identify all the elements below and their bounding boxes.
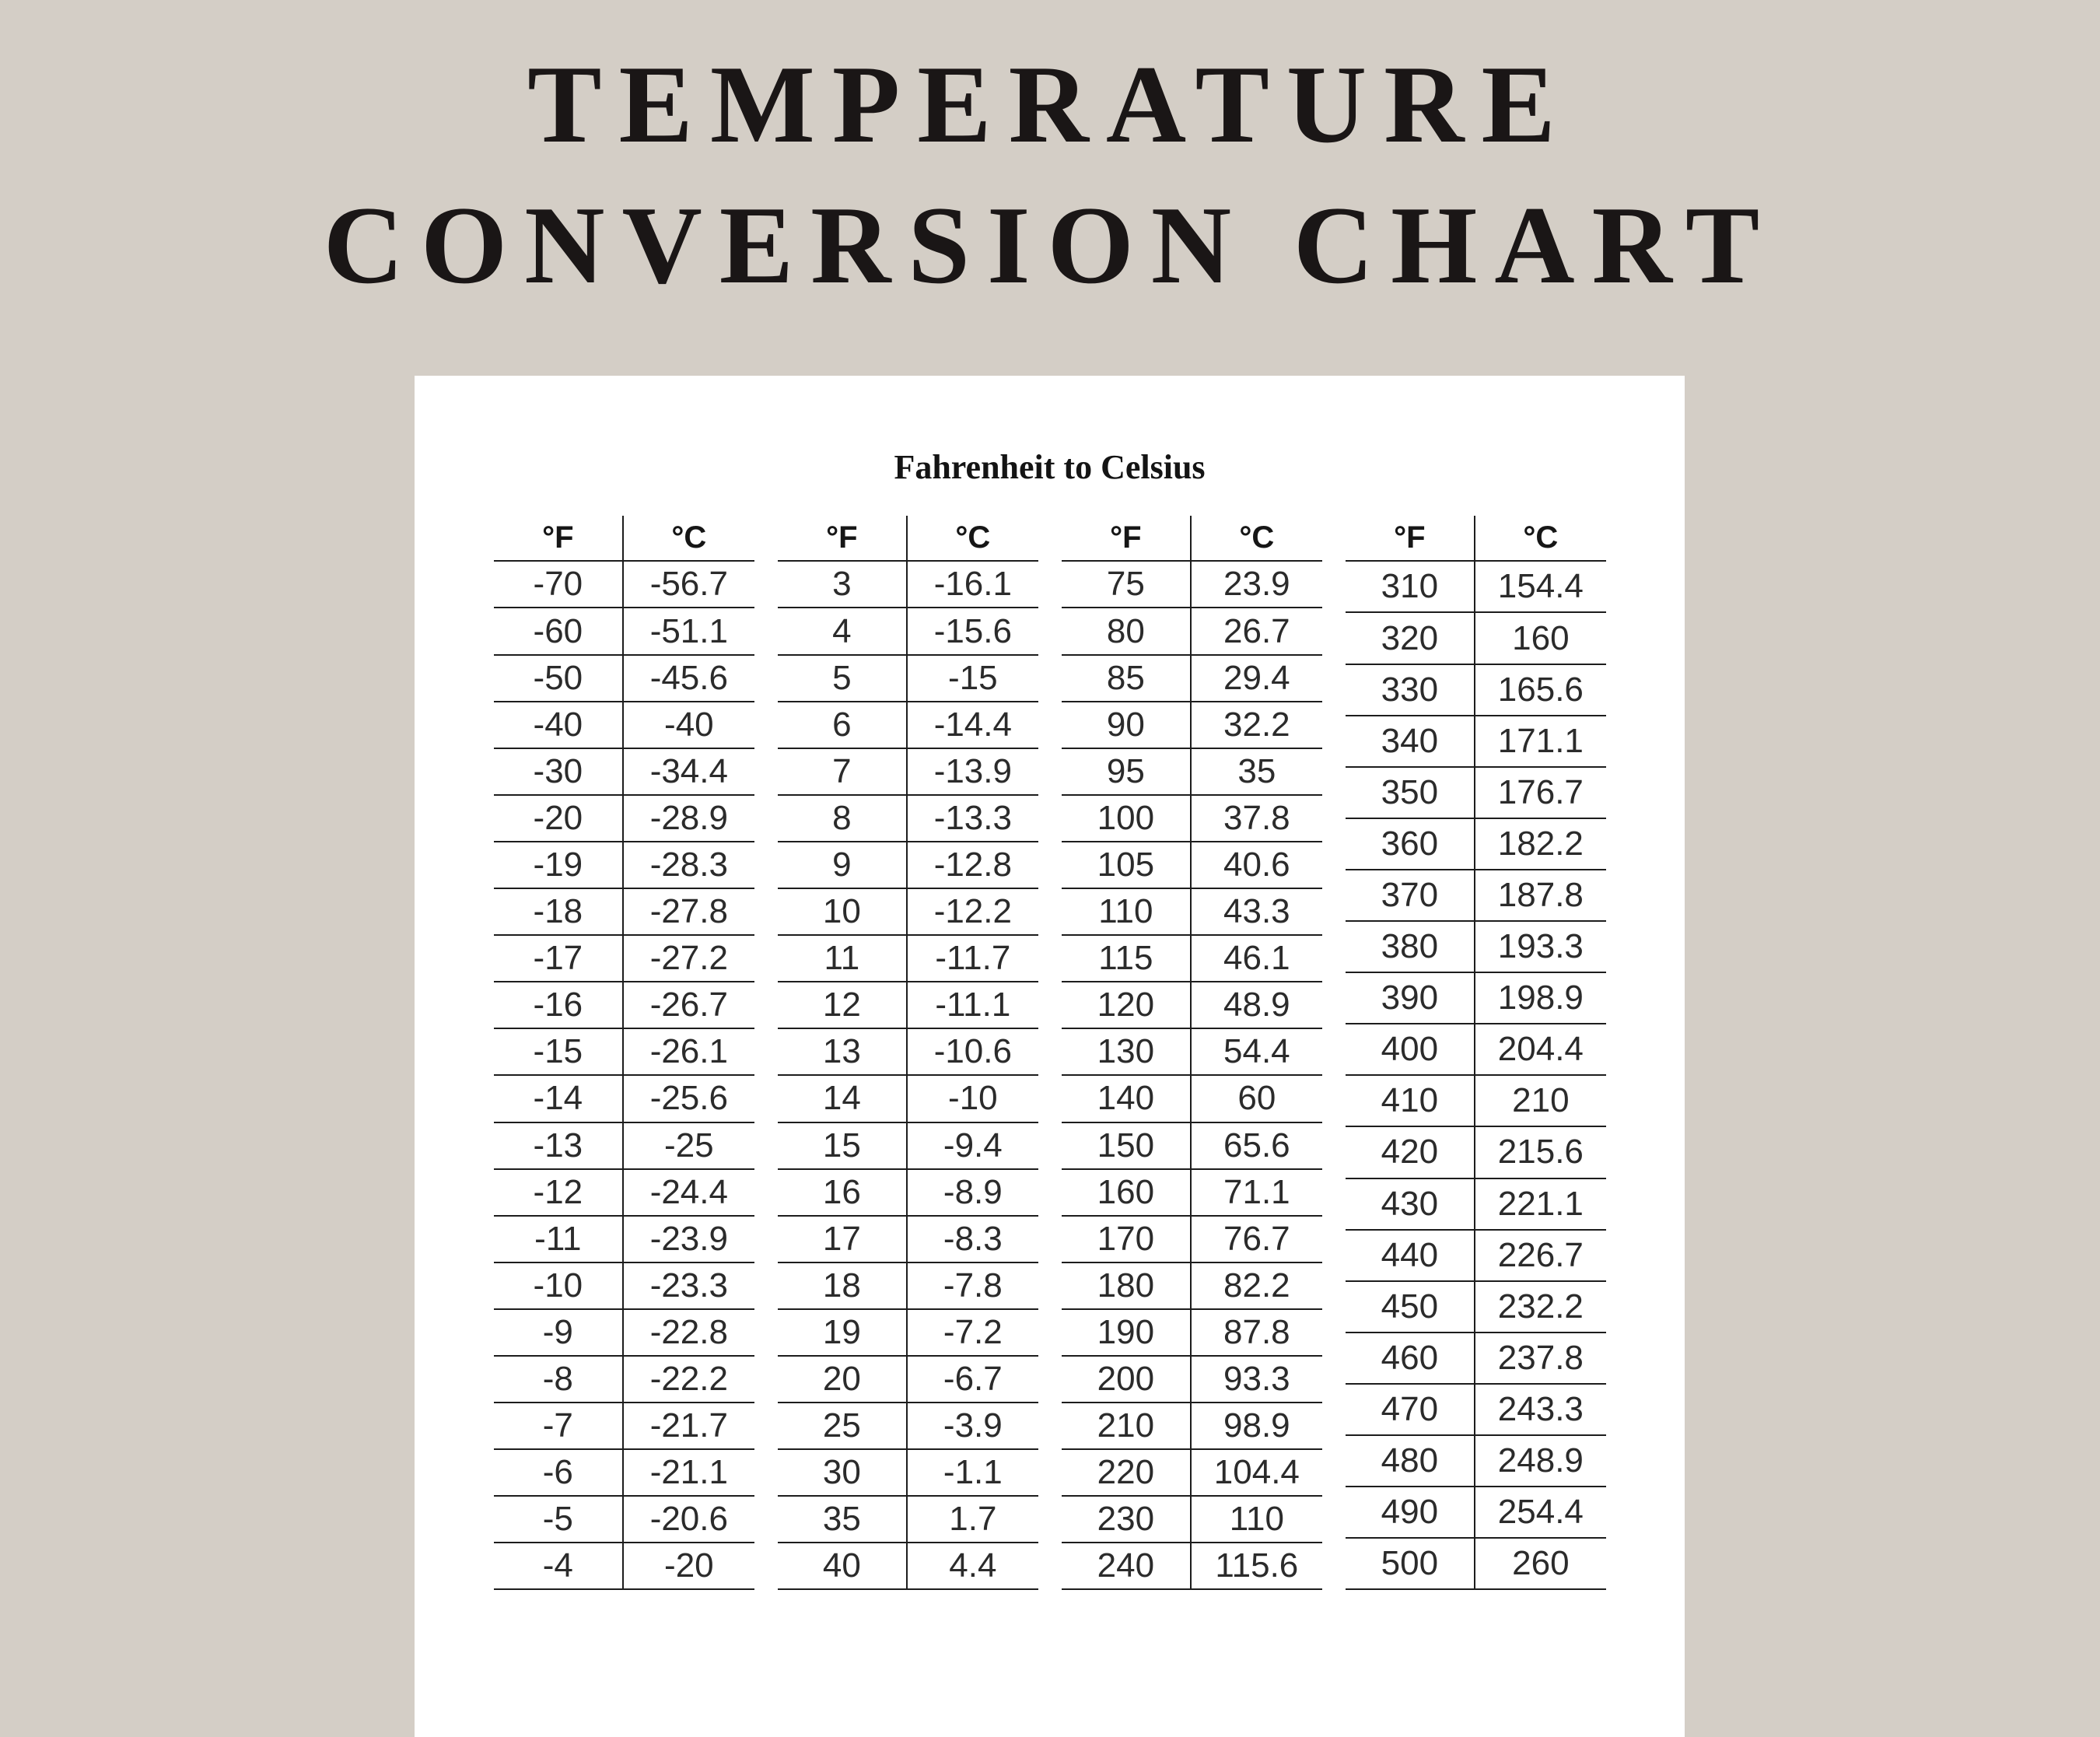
fahrenheit-cell: 19 — [778, 1310, 908, 1357]
celsius-cell: -24.4 — [624, 1170, 754, 1217]
table-row — [1346, 1179, 1606, 1231]
fahrenheit-cell: -50 — [494, 656, 624, 702]
table-row — [1346, 768, 1606, 819]
fahrenheit-cell: 310 — [1346, 562, 1475, 613]
fahrenheit-cell: 340 — [1346, 716, 1475, 768]
table-row — [494, 1263, 754, 1310]
fahrenheit-cell: 170 — [1062, 1217, 1192, 1263]
celsius-cell: 198.9 — [1475, 973, 1606, 1024]
title-line-2: CONVERSION CHART — [323, 184, 1777, 306]
table-row — [778, 889, 1038, 936]
fahrenheit-cell: 20 — [778, 1357, 908, 1403]
fahrenheit-cell: 35 — [778, 1497, 908, 1543]
celsius-cell: 40.6 — [1192, 842, 1322, 889]
fahrenheit-cell: 480 — [1346, 1436, 1475, 1487]
fahrenheit-cell: 105 — [1062, 842, 1192, 889]
celsius-cell: 60 — [1192, 1076, 1322, 1122]
table-row — [778, 842, 1038, 889]
celsius-cell: -22.2 — [624, 1357, 754, 1403]
fahrenheit-cell: -20 — [494, 796, 624, 842]
celsius-cell: 260 — [1475, 1539, 1606, 1590]
celsius-cell: 87.8 — [1192, 1310, 1322, 1357]
table-row — [1062, 889, 1322, 936]
table-row — [1062, 1543, 1322, 1590]
fahrenheit-cell: -10 — [494, 1263, 624, 1310]
celsius-cell: 210 — [1475, 1076, 1606, 1127]
table-row — [494, 1217, 754, 1263]
fahrenheit-cell: 40 — [778, 1543, 908, 1590]
table-row — [778, 1123, 1038, 1170]
celsius-cell: -8.9 — [908, 1170, 1038, 1217]
fahrenheit-cell: 370 — [1346, 870, 1475, 922]
header-fahrenheit: °F — [1062, 516, 1192, 562]
celsius-cell: -23.3 — [624, 1263, 754, 1310]
celsius-cell: -6.7 — [908, 1357, 1038, 1403]
celsius-cell: -14.4 — [908, 702, 1038, 749]
celsius-cell: 76.7 — [1192, 1217, 1322, 1263]
celsius-cell: -16.1 — [908, 562, 1038, 608]
fahrenheit-cell: 30 — [778, 1450, 908, 1497]
table-row — [1346, 1231, 1606, 1282]
celsius-cell: 93.3 — [1192, 1357, 1322, 1403]
celsius-cell: -25.6 — [624, 1076, 754, 1122]
table-row — [778, 702, 1038, 749]
table-row — [1346, 1282, 1606, 1333]
header-celsius: °C — [624, 516, 754, 562]
table-row — [1062, 1123, 1322, 1170]
celsius-cell: 26.7 — [1192, 608, 1322, 655]
table-row — [778, 1310, 1038, 1357]
table-row — [1062, 608, 1322, 655]
fahrenheit-cell: 450 — [1346, 1282, 1475, 1333]
table-row — [1346, 973, 1606, 1024]
celsius-cell: 182.2 — [1475, 819, 1606, 870]
table-row — [1346, 1436, 1606, 1487]
celsius-cell: 204.4 — [1475, 1024, 1606, 1076]
header-celsius: °C — [908, 516, 1038, 562]
celsius-cell: 237.8 — [1475, 1333, 1606, 1385]
header-fahrenheit: °F — [1346, 516, 1475, 562]
celsius-cell: -51.1 — [624, 608, 754, 655]
table-row — [1346, 1076, 1606, 1127]
fahrenheit-cell: 200 — [1062, 1357, 1192, 1403]
celsius-cell: -11.1 — [908, 982, 1038, 1029]
fahrenheit-cell: 75 — [1062, 562, 1192, 608]
fahrenheit-cell: 18 — [778, 1263, 908, 1310]
table-row — [494, 608, 754, 655]
fahrenheit-cell: -5 — [494, 1497, 624, 1543]
celsius-cell: -15 — [908, 656, 1038, 702]
celsius-cell: -27.2 — [624, 936, 754, 982]
celsius-cell: -22.8 — [624, 1310, 754, 1357]
fahrenheit-cell: 10 — [778, 889, 908, 936]
fahrenheit-cell: 16 — [778, 1170, 908, 1217]
celsius-cell: 48.9 — [1192, 982, 1322, 1029]
table-row — [1346, 1024, 1606, 1076]
celsius-cell: -13.3 — [908, 796, 1038, 842]
fahrenheit-cell: 440 — [1346, 1231, 1475, 1282]
table-row — [1062, 936, 1322, 982]
table-row — [778, 1543, 1038, 1590]
table-row — [778, 1217, 1038, 1263]
celsius-cell: -28.3 — [624, 842, 754, 889]
fahrenheit-cell: 210 — [1062, 1403, 1192, 1450]
table-row — [494, 842, 754, 889]
fahrenheit-cell: 360 — [1346, 819, 1475, 870]
table-row — [1346, 1127, 1606, 1178]
table-row — [1346, 562, 1606, 613]
fahrenheit-cell: 390 — [1346, 973, 1475, 1024]
table-row — [1346, 1333, 1606, 1385]
header-row — [1346, 516, 1606, 562]
celsius-cell: -45.6 — [624, 656, 754, 702]
table-row — [1062, 982, 1322, 1029]
table-row — [1062, 796, 1322, 842]
fahrenheit-cell: -19 — [494, 842, 624, 889]
celsius-cell: 215.6 — [1475, 1127, 1606, 1178]
header-row — [778, 516, 1038, 562]
table-row — [1062, 1497, 1322, 1543]
celsius-cell: -10.6 — [908, 1029, 1038, 1076]
table-row — [1062, 656, 1322, 702]
celsius-cell: 98.9 — [1192, 1403, 1322, 1450]
celsius-cell: 221.1 — [1475, 1179, 1606, 1231]
conversion-tables — [494, 516, 1606, 1590]
header-celsius: °C — [1192, 516, 1322, 562]
fahrenheit-cell: -13 — [494, 1123, 624, 1170]
fahrenheit-cell: 90 — [1062, 702, 1192, 749]
fahrenheit-cell: 410 — [1346, 1076, 1475, 1127]
fahrenheit-cell: 3 — [778, 562, 908, 608]
table-row — [1062, 1076, 1322, 1122]
fahrenheit-cell: -11 — [494, 1217, 624, 1263]
celsius-cell: 110 — [1192, 1497, 1322, 1543]
fahrenheit-cell: -18 — [494, 889, 624, 936]
celsius-cell: 232.2 — [1475, 1282, 1606, 1333]
celsius-cell: -23.9 — [624, 1217, 754, 1263]
table-row — [1346, 665, 1606, 716]
fahrenheit-cell: 115 — [1062, 936, 1192, 982]
celsius-cell: 32.2 — [1192, 702, 1322, 749]
fahrenheit-cell: 220 — [1062, 1450, 1192, 1497]
table-row — [494, 749, 754, 796]
header-row — [494, 516, 754, 562]
table-row — [1346, 1385, 1606, 1436]
table-row — [494, 1450, 754, 1497]
fahrenheit-cell: 85 — [1062, 656, 1192, 702]
celsius-cell: 243.3 — [1475, 1385, 1606, 1436]
fahrenheit-cell: 230 — [1062, 1497, 1192, 1543]
title-line-1: TEMPERATURE — [527, 43, 1573, 166]
table-row — [494, 1029, 754, 1076]
celsius-cell: 165.6 — [1475, 665, 1606, 716]
fahrenheit-cell: 190 — [1062, 1310, 1192, 1357]
table-row — [778, 1450, 1038, 1497]
table-row — [1062, 1357, 1322, 1403]
celsius-cell: 176.7 — [1475, 768, 1606, 819]
table-row — [778, 1076, 1038, 1122]
celsius-cell: 43.3 — [1192, 889, 1322, 936]
fahrenheit-cell: -30 — [494, 749, 624, 796]
fahrenheit-cell: 490 — [1346, 1487, 1475, 1539]
fahrenheit-cell: 180 — [1062, 1263, 1192, 1310]
fahrenheit-cell: -60 — [494, 608, 624, 655]
celsius-cell: 37.8 — [1192, 796, 1322, 842]
fahrenheit-cell: 140 — [1062, 1076, 1192, 1122]
celsius-cell: -20.6 — [624, 1497, 754, 1543]
table-row — [494, 1310, 754, 1357]
table-row — [494, 1357, 754, 1403]
table-row — [1062, 1310, 1322, 1357]
table-row — [494, 1076, 754, 1122]
table-row — [778, 1497, 1038, 1543]
table-row — [1346, 613, 1606, 664]
fahrenheit-cell: 14 — [778, 1076, 908, 1122]
celsius-cell: 35 — [1192, 749, 1322, 796]
celsius-cell: 82.2 — [1192, 1263, 1322, 1310]
table-row — [1346, 922, 1606, 973]
table-row — [1346, 1487, 1606, 1539]
celsius-cell: -34.4 — [624, 749, 754, 796]
celsius-cell: 171.1 — [1475, 716, 1606, 768]
celsius-cell: -26.1 — [624, 1029, 754, 1076]
celsius-cell: -8.3 — [908, 1217, 1038, 1263]
table-row — [494, 562, 754, 608]
fahrenheit-cell: 120 — [1062, 982, 1192, 1029]
table-row — [494, 656, 754, 702]
table-row — [1062, 1403, 1322, 1450]
table-heading: Fahrenheit to Celsius — [894, 448, 1206, 486]
conversion-table — [1346, 516, 1606, 1590]
table-row — [778, 608, 1038, 655]
table-row — [494, 936, 754, 982]
celsius-cell: 46.1 — [1192, 936, 1322, 982]
table-row — [494, 1170, 754, 1217]
fahrenheit-cell: 11 — [778, 936, 908, 982]
fahrenheit-cell: -16 — [494, 982, 624, 1029]
header-row — [1062, 516, 1322, 562]
celsius-cell: 104.4 — [1192, 1450, 1322, 1497]
celsius-cell: -21.7 — [624, 1403, 754, 1450]
celsius-cell: 29.4 — [1192, 656, 1322, 702]
celsius-cell: -7.2 — [908, 1310, 1038, 1357]
celsius-cell: -15.6 — [908, 608, 1038, 655]
celsius-cell: -9.4 — [908, 1123, 1038, 1170]
celsius-cell: -56.7 — [624, 562, 754, 608]
celsius-cell: 115.6 — [1192, 1543, 1322, 1590]
celsius-cell: 226.7 — [1475, 1231, 1606, 1282]
fahrenheit-cell: 160 — [1062, 1170, 1192, 1217]
celsius-cell: -21.1 — [624, 1450, 754, 1497]
fahrenheit-cell: 12 — [778, 982, 908, 1029]
table-row — [494, 982, 754, 1029]
fahrenheit-cell: -4 — [494, 1543, 624, 1590]
table-row — [1062, 749, 1322, 796]
page-title — [0, 34, 2100, 316]
fahrenheit-cell: 95 — [1062, 749, 1192, 796]
celsius-cell: -1.1 — [908, 1450, 1038, 1497]
fahrenheit-cell: 9 — [778, 842, 908, 889]
table-row — [778, 1029, 1038, 1076]
fahrenheit-cell: -8 — [494, 1357, 624, 1403]
fahrenheit-cell: 500 — [1346, 1539, 1475, 1590]
chart-page — [415, 376, 1685, 1737]
header-fahrenheit: °F — [778, 516, 908, 562]
celsius-cell: -12.8 — [908, 842, 1038, 889]
fahrenheit-cell: 100 — [1062, 796, 1192, 842]
table-row — [494, 1497, 754, 1543]
table-row — [1346, 870, 1606, 922]
fahrenheit-cell: 430 — [1346, 1179, 1475, 1231]
celsius-cell: -25 — [624, 1123, 754, 1170]
fahrenheit-cell: 6 — [778, 702, 908, 749]
fahrenheit-cell: -40 — [494, 702, 624, 749]
table-row — [1062, 1029, 1322, 1076]
fahrenheit-cell: -15 — [494, 1029, 624, 1076]
conversion-table — [1062, 516, 1322, 1590]
celsius-cell: 71.1 — [1192, 1170, 1322, 1217]
table-row — [778, 656, 1038, 702]
table-row — [494, 702, 754, 749]
fahrenheit-cell: -9 — [494, 1310, 624, 1357]
fahrenheit-cell: 380 — [1346, 922, 1475, 973]
fahrenheit-cell: 17 — [778, 1217, 908, 1263]
fahrenheit-cell: 130 — [1062, 1029, 1192, 1076]
table-row — [1346, 819, 1606, 870]
fahrenheit-cell: 460 — [1346, 1333, 1475, 1385]
fahrenheit-cell: -7 — [494, 1403, 624, 1450]
table-row — [1062, 702, 1322, 749]
celsius-cell: -10 — [908, 1076, 1038, 1122]
fahrenheit-cell: 320 — [1346, 613, 1475, 664]
fahrenheit-cell: 7 — [778, 749, 908, 796]
table-row — [778, 982, 1038, 1029]
celsius-cell: 54.4 — [1192, 1029, 1322, 1076]
table-row — [778, 1263, 1038, 1310]
fahrenheit-cell: 8 — [778, 796, 908, 842]
table-row — [778, 796, 1038, 842]
header-celsius: °C — [1475, 516, 1606, 562]
table-row — [1062, 1263, 1322, 1310]
celsius-cell: 187.8 — [1475, 870, 1606, 922]
table-row — [1346, 716, 1606, 768]
celsius-cell: 248.9 — [1475, 1436, 1606, 1487]
fahrenheit-cell: 470 — [1346, 1385, 1475, 1436]
fahrenheit-cell: -17 — [494, 936, 624, 982]
celsius-cell: 160 — [1475, 613, 1606, 664]
fahrenheit-cell: -70 — [494, 562, 624, 608]
conversion-table — [494, 516, 754, 1590]
table-row — [778, 749, 1038, 796]
celsius-cell: -40 — [624, 702, 754, 749]
table-row — [1062, 562, 1322, 608]
fahrenheit-cell: 25 — [778, 1403, 908, 1450]
table-row — [1062, 1217, 1322, 1263]
table-row — [494, 1543, 754, 1590]
celsius-cell: -13.9 — [908, 749, 1038, 796]
celsius-cell: -28.9 — [624, 796, 754, 842]
celsius-cell: 65.6 — [1192, 1123, 1322, 1170]
celsius-cell: -26.7 — [624, 982, 754, 1029]
celsius-cell: 193.3 — [1475, 922, 1606, 973]
fahrenheit-cell: -12 — [494, 1170, 624, 1217]
celsius-cell: -20 — [624, 1543, 754, 1590]
table-row — [494, 889, 754, 936]
fahrenheit-cell: 4 — [778, 608, 908, 655]
fahrenheit-cell: 5 — [778, 656, 908, 702]
celsius-cell: 1.7 — [908, 1497, 1038, 1543]
fahrenheit-cell: 110 — [1062, 889, 1192, 936]
fahrenheit-cell: 80 — [1062, 608, 1192, 655]
fahrenheit-cell: 15 — [778, 1123, 908, 1170]
table-row — [1062, 1170, 1322, 1217]
fahrenheit-cell: 240 — [1062, 1543, 1192, 1590]
conversion-table — [778, 516, 1038, 1590]
table-row — [778, 562, 1038, 608]
fahrenheit-cell: -6 — [494, 1450, 624, 1497]
fahrenheit-cell: -14 — [494, 1076, 624, 1122]
table-row — [1062, 842, 1322, 889]
celsius-cell: -27.8 — [624, 889, 754, 936]
celsius-cell: 254.4 — [1475, 1487, 1606, 1539]
fahrenheit-cell: 350 — [1346, 768, 1475, 819]
header-fahrenheit: °F — [494, 516, 624, 562]
celsius-cell: -3.9 — [908, 1403, 1038, 1450]
table-row — [494, 796, 754, 842]
table-row — [1062, 1450, 1322, 1497]
table-row — [1346, 1539, 1606, 1590]
table-row — [778, 1170, 1038, 1217]
table-row — [494, 1403, 754, 1450]
celsius-cell: 4.4 — [908, 1543, 1038, 1590]
table-row — [494, 1123, 754, 1170]
celsius-cell: 23.9 — [1192, 562, 1322, 608]
fahrenheit-cell: 420 — [1346, 1127, 1475, 1178]
fahrenheit-cell: 150 — [1062, 1123, 1192, 1170]
fahrenheit-cell: 13 — [778, 1029, 908, 1076]
table-row — [778, 1357, 1038, 1403]
celsius-cell: -11.7 — [908, 936, 1038, 982]
celsius-cell: -7.8 — [908, 1263, 1038, 1310]
table-row — [778, 1403, 1038, 1450]
fahrenheit-cell: 400 — [1346, 1024, 1475, 1076]
fahrenheit-cell: 330 — [1346, 665, 1475, 716]
table-row — [778, 936, 1038, 982]
celsius-cell: -12.2 — [908, 889, 1038, 936]
celsius-cell: 154.4 — [1475, 562, 1606, 613]
